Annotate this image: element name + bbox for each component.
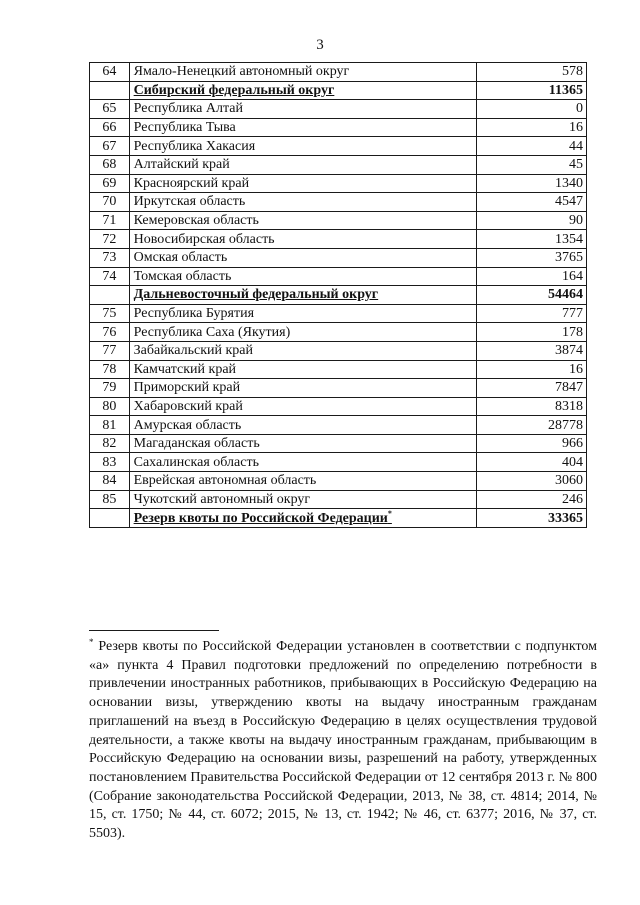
- quota-value: 54464: [477, 286, 587, 305]
- table-row: [90, 323, 587, 342]
- quota-value: 7847: [477, 379, 587, 398]
- quota-value: 1340: [477, 174, 587, 193]
- footnote-mark: *: [89, 637, 94, 647]
- table-row: [90, 416, 587, 435]
- quota-value: 3060: [477, 472, 587, 491]
- reserve-value: 33365: [477, 509, 587, 528]
- footnote-divider: [89, 630, 219, 631]
- footnote-text: Резерв квоты по Российской Федерации установлен в соответствии с подпунктом «а» пункта 4 Правил подготовки предложений по определению потребности в привлечении иностранных работников, прибывающих в Российскую Федерацию на основании визы, утверждению квоты на выдачу иностранным гражданам приглашений на въезд в Российскую Федерацию в целях осуществления трудовой деятельности, а также квоты на выдачу иностранным гражданам, прибывающим в Российскую Федерацию на основании визы, разрешений на работу, утвержденных постановлением Правительства Российской Федерации от 12 сентября 2013 г. № 800 (Собрание законодательства Российской Федерации, 2013, № 38, ст. 4814; 2014, № 15, ст. 1750; № 44, ст. 6072; 2015, № 13, ст. 1942; № 46, ст. 6377; 2016, № 37, ст. 5503).: [89, 639, 598, 842]
- region-name: Хабаровский край: [129, 397, 477, 416]
- row-number: 70: [90, 193, 130, 212]
- reserve-label-cell: [129, 509, 477, 528]
- district-total-row: [90, 286, 587, 305]
- region-name: Магаданская область: [129, 434, 477, 453]
- reserve-num-cell: [90, 509, 130, 528]
- reserve-label: Резерв квоты по Российской Федерации: [133, 510, 388, 526]
- row-number: 72: [90, 230, 130, 249]
- reserve-row: [90, 509, 587, 528]
- table-row: [90, 267, 587, 286]
- region-name: Республика Хакасия: [129, 137, 477, 156]
- table-row: [90, 453, 587, 472]
- quota-value: 11365: [477, 81, 587, 100]
- quota-value: 164: [477, 267, 587, 286]
- region-name: Иркутская область: [129, 193, 477, 212]
- quota-table: [89, 62, 587, 528]
- region-name: Томская область: [129, 267, 477, 286]
- row-number: 74: [90, 267, 130, 286]
- row-number: 75: [90, 304, 130, 323]
- table-row: [90, 230, 587, 249]
- quota-table-body: [90, 63, 587, 528]
- quota-value: 16: [477, 360, 587, 379]
- region-name: Еврейская автономная область: [129, 472, 477, 491]
- table-row: [90, 472, 587, 491]
- region-name: Забайкальский край: [129, 341, 477, 360]
- row-number: 64: [90, 63, 130, 82]
- page-number: 3: [316, 37, 324, 53]
- row-number: 84: [90, 472, 130, 491]
- row-number: 83: [90, 453, 130, 472]
- table-row: [90, 248, 587, 267]
- quota-value: 8318: [477, 397, 587, 416]
- district-total-row: [90, 81, 587, 100]
- region-name: Дальневосточный федеральный округ: [129, 286, 477, 305]
- region-name: Республика Бурятия: [129, 304, 477, 323]
- table-row: [90, 360, 587, 379]
- row-number: [90, 81, 130, 100]
- quota-value: 0: [477, 100, 587, 119]
- quota-value: 578: [477, 63, 587, 82]
- region-name: Приморский край: [129, 379, 477, 398]
- quota-value: 777: [477, 304, 587, 323]
- table-row: [90, 490, 587, 509]
- table-row: [90, 341, 587, 360]
- table-row: [90, 137, 587, 156]
- table-row: [90, 304, 587, 323]
- row-number: 65: [90, 100, 130, 119]
- region-name: Республика Алтай: [129, 100, 477, 119]
- region-name: Ямало-Ненецкий автономный округ: [129, 63, 477, 82]
- quota-value: 16: [477, 118, 587, 137]
- quota-value: 44: [477, 137, 587, 156]
- region-name: Алтайский край: [129, 155, 477, 174]
- quota-value: 1354: [477, 230, 587, 249]
- quota-value: 966: [477, 434, 587, 453]
- region-name: Чукотский автономный округ: [129, 490, 477, 509]
- row-number: 67: [90, 137, 130, 156]
- footnote: [89, 638, 597, 844]
- region-name: Новосибирская область: [129, 230, 477, 249]
- row-number: 80: [90, 397, 130, 416]
- table-row: [90, 174, 587, 193]
- reserve-footnote-mark: *: [387, 508, 392, 518]
- quota-value: 3765: [477, 248, 587, 267]
- region-name: Кемеровская область: [129, 211, 477, 230]
- table-row: [90, 63, 587, 82]
- row-number: 85: [90, 490, 130, 509]
- row-number: 66: [90, 118, 130, 137]
- quota-value: 404: [477, 453, 587, 472]
- region-name: Сахалинская область: [129, 453, 477, 472]
- row-number: 77: [90, 341, 130, 360]
- region-name: Республика Саха (Якутия): [129, 323, 477, 342]
- table-row: [90, 118, 587, 137]
- table-row: [90, 434, 587, 453]
- region-name: Республика Тыва: [129, 118, 477, 137]
- row-number: 81: [90, 416, 130, 435]
- table-row: [90, 397, 587, 416]
- table-row: [90, 155, 587, 174]
- table-row: [90, 100, 587, 119]
- row-number: 69: [90, 174, 130, 193]
- table-row: [90, 211, 587, 230]
- table-row: [90, 379, 587, 398]
- quota-value: 45: [477, 155, 587, 174]
- row-number: 79: [90, 379, 130, 398]
- region-name: Сибирский федеральный округ: [129, 81, 477, 100]
- quota-value: 246: [477, 490, 587, 509]
- row-number: 73: [90, 248, 130, 267]
- region-name: Омская область: [129, 248, 477, 267]
- row-number: 68: [90, 155, 130, 174]
- row-number: 76: [90, 323, 130, 342]
- quota-value: 3874: [477, 341, 587, 360]
- region-name: Красноярский край: [129, 174, 477, 193]
- row-number: [90, 286, 130, 305]
- row-number: 71: [90, 211, 130, 230]
- region-name: Камчатский край: [129, 360, 477, 379]
- row-number: 82: [90, 434, 130, 453]
- row-number: 78: [90, 360, 130, 379]
- quota-value: 4547: [477, 193, 587, 212]
- table-row: [90, 193, 587, 212]
- quota-value: 28778: [477, 416, 587, 435]
- region-name: Амурская область: [129, 416, 477, 435]
- quota-value: 90: [477, 211, 587, 230]
- quota-value: 178: [477, 323, 587, 342]
